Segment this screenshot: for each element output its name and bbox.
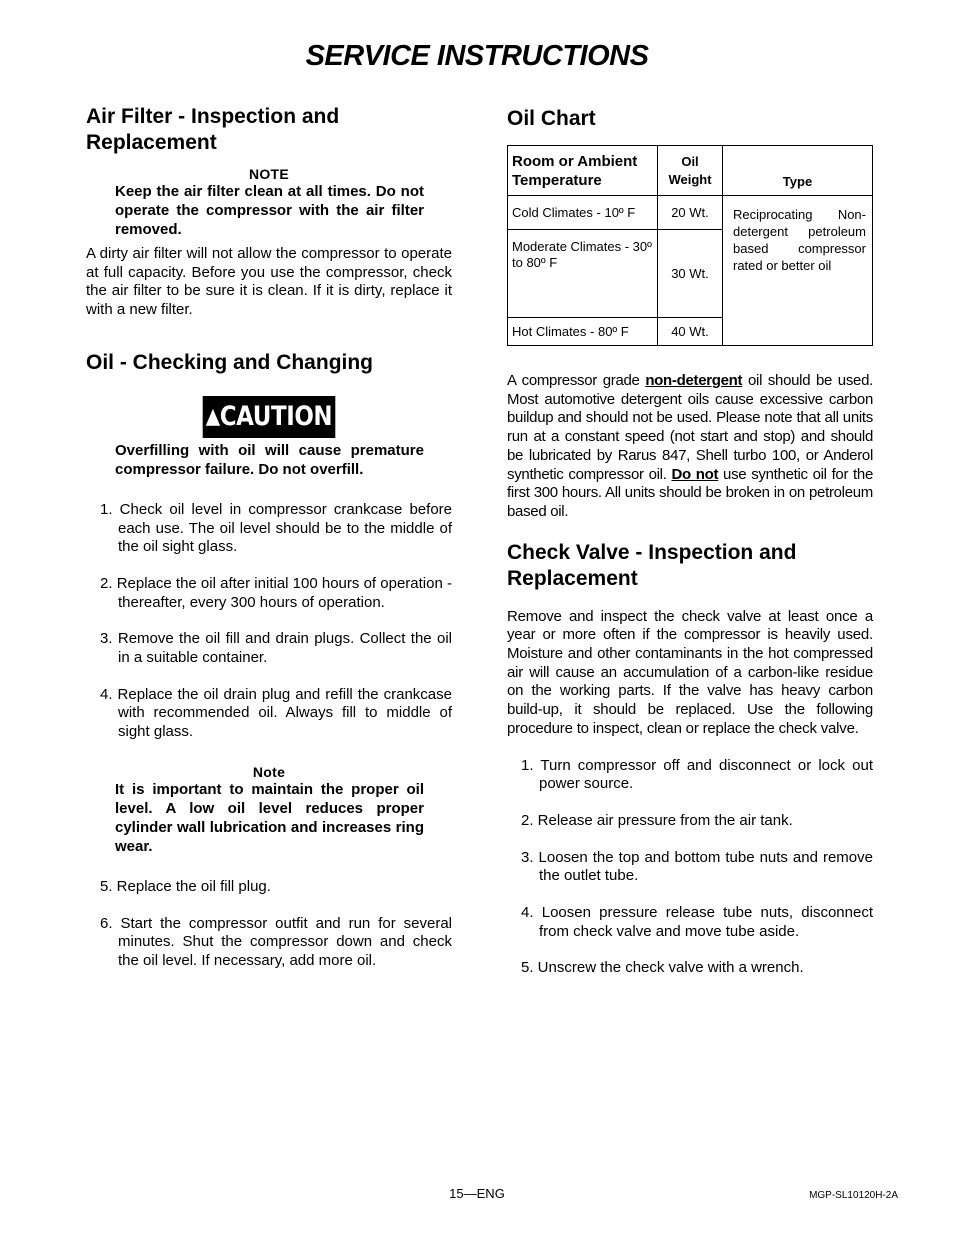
list-item: 5. Unscrew the check valve with a wrench.	[521, 959, 804, 977]
list-item: 4. Loosen pressure release tube nuts, disconnect from check valve and move tube aside.	[521, 904, 873, 940]
list-item: 1. Check oil level in compressor crankcase before each use. The oil level should be to the middle of the oil sight glass.	[100, 500, 452, 556]
air-filter-heading: Air Filter - Inspection and Replacement	[86, 105, 340, 154]
oil-steps-list-continued	[86, 878, 452, 971]
air-filter-paragraph: A dirty air filter will not allow the compressor to operate at full capacity. Before you use the compressor, check the air filter to be sure it is clean. If it is dirty, replace it with a new filter.	[86, 245, 452, 319]
caution-label: CAUTION	[219, 400, 333, 432]
air-filter-note-heading: NOTE	[248, 166, 290, 182]
page-number: 15—ENG	[449, 1186, 505, 1201]
oil-chart-paragraph: A compressor grade non-detergent oil should be used. Most automotive detergent oils cause excessive carbon buildup and should not be used. Please note that all units run at a constant speed (not start and stop) and should be lubricated by Rarus 847, Shell turbo 100, or Anderol synthetic compressor oil. Do not use synthetic oil for the first 300 hours. All units should be broken in on petroleum based oil.	[507, 372, 874, 520]
list-item: 3. Remove the oil fill and drain plugs. Collect the oil in a suitable container.	[100, 630, 452, 667]
left-column	[86, 104, 452, 971]
caution-banner	[86, 396, 452, 438]
table-cell: Cold Climates - 10º F	[508, 196, 658, 230]
table-header-type: Type	[723, 146, 873, 196]
oil-note-text: It is important to maintain the proper oil level. A low oil level reduces proper cylinder wall lubrication and increases ring wear.	[115, 780, 424, 855]
table-header-temperature: Room or Ambient Temperature	[508, 146, 658, 196]
list-item: 2. Release air pressure from the air tank.	[521, 811, 793, 829]
oil-heading: Oil - Checking and Changing	[86, 350, 374, 374]
table-cell: Hot Climates - 80º F	[508, 318, 658, 346]
warning-triangle-icon: ▲	[205, 403, 220, 429]
table-cell: 20 Wt.	[658, 196, 723, 230]
list-item: 3. Loosen the top and bottom tube nuts and remove the outlet tube.	[521, 848, 873, 885]
oil-note-heading: Note	[252, 763, 286, 780]
list-item: 4. Replace the oil drain plug and refill the crankcase with recommended oil. Always fill to middle of sight glass.	[100, 685, 452, 741]
check-valve-heading: Check Valve - Inspection and Replacement	[507, 540, 797, 590]
table-cell-type: Reciprocating Non-detergent petroleum based compressor rated or better oil	[723, 196, 873, 346]
caution-text: Overfilling with oil will cause premature compressor failure. Do not overfill.	[115, 441, 424, 478]
oil-steps-list	[86, 501, 452, 742]
document-code: MGP-SL10120H-2A	[809, 1190, 898, 1201]
table-cell: 30 Wt.	[658, 230, 723, 318]
table-header-weight: Oil Weight	[658, 146, 723, 196]
oil-chart-heading: Oil Chart	[507, 107, 596, 130]
list-item: 2. Replace the oil after initial 100 hours of operation - thereafter, every 300 hours of operation.	[100, 574, 452, 611]
check-valve-steps-list	[507, 757, 873, 979]
air-filter-note-text: Keep the air filter clean at all times. Do not operate the compressor with the air filter removed.	[115, 183, 424, 238]
list-item: 6. Start the compressor outfit and run for several minutes. Shut the compressor down and check the oil level. If necessary, add more oil.	[100, 914, 452, 969]
table-cell: 40 Wt.	[658, 318, 723, 346]
list-item: 1. Turn compressor off and disconnect or lock out power source.	[521, 756, 873, 793]
list-item: 5. Replace the oil fill plug.	[100, 877, 271, 895]
right-column	[507, 104, 873, 978]
page-title: SERVICE INSTRUCTIONS	[305, 40, 649, 72]
table-row	[508, 196, 873, 230]
table-cell: Moderate Climates - 30º to 80º F	[508, 230, 658, 318]
check-valve-paragraph: Remove and inspect the check valve at least once a year or more often if the compressor is heavily used. Moisture and other contaminants in the hot compressed air will cause an accumulation of a carbon-like residue on the working parts. If the valve has heavy carbon build-up, it should be replaced. Use the following procedure to inspect, clean or replace the check valve.	[507, 607, 873, 737]
oil-chart-table	[507, 145, 873, 346]
